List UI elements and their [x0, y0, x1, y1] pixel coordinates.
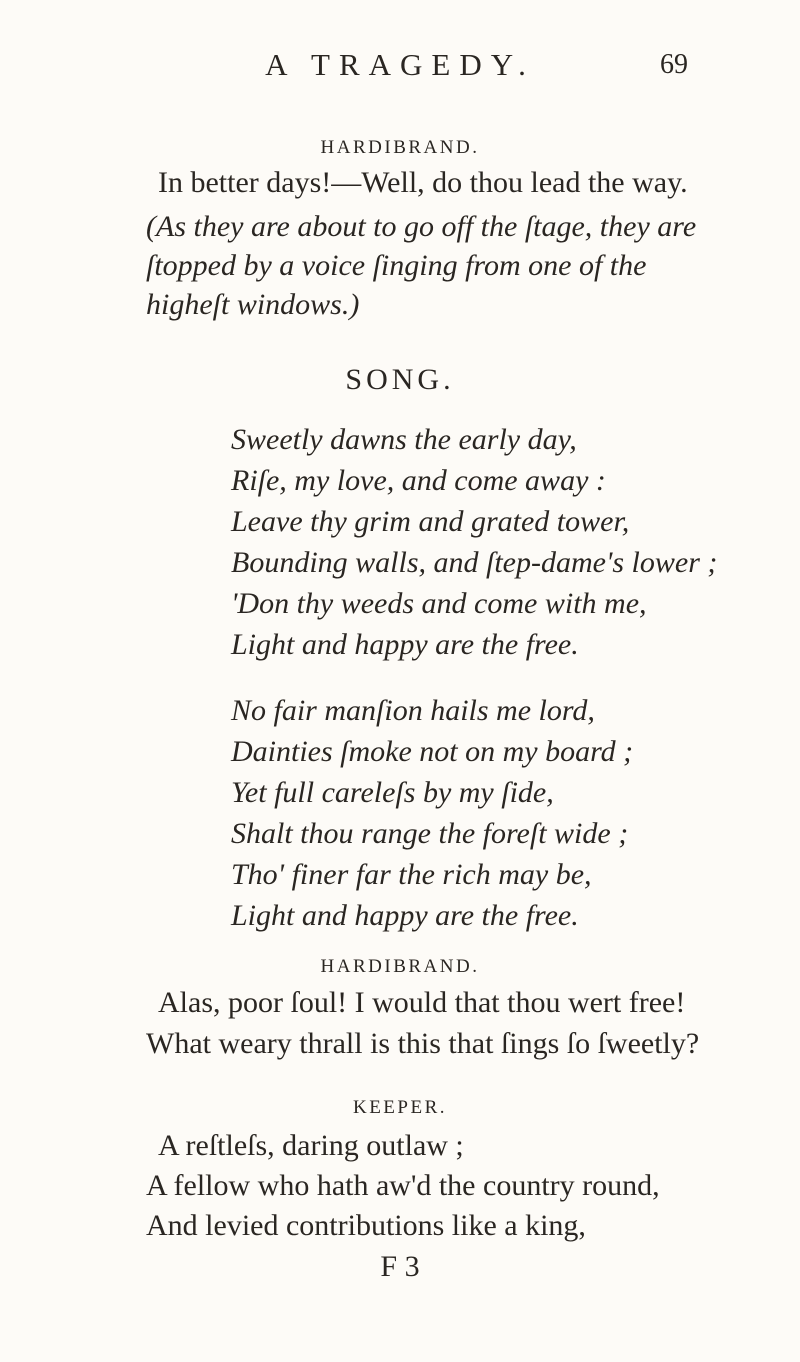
speaker-name: HARDIBRAND. [320, 956, 480, 977]
dialogue-line: In better days!—Well, do thou lead the way. [158, 166, 688, 199]
running-title: A TRAGEDY. [265, 47, 535, 82]
song-line: No fair manſion hails me lord, [231, 694, 595, 727]
song-line: Riſe, my love, and come away : [231, 464, 606, 497]
song-heading: SONG. [345, 363, 455, 396]
stage-direction-line: ſtopped by a voice ſinging from one of the [146, 249, 647, 282]
song-line: Tho' finer far the rich may be, [231, 858, 592, 891]
song-line: Light and happy are the free. [231, 899, 579, 932]
dialogue-line: A fellow who hath aw'd the country round, [146, 1169, 660, 1202]
song-line: 'Don thy weeds and come with me, [231, 587, 647, 620]
speaker-name: HARDIBRAND. [320, 137, 480, 158]
song-line: Dainties ſmoke not on my board ; [231, 735, 634, 768]
song-line: Yet full careleſs by my ſide, [231, 776, 554, 809]
stage-direction-line: (As they are about to go off the ſtage, they are [146, 210, 697, 243]
dialogue-line: What weary thrall is this that ſings ſo ſweetly? [146, 1027, 700, 1060]
page-number: 69 [660, 49, 688, 80]
running-head [0, 40, 800, 90]
stage-direction-line: higheſt windows.) [146, 288, 360, 321]
dialogue-line: And levied contributions like a king, [146, 1209, 586, 1242]
song-line: Shalt thou range the foreſt wide ; [231, 817, 629, 850]
song-line: Light and happy are the free. [231, 628, 579, 661]
dialogue-line: Alas, poor ſoul! I would that thou wert free! [158, 986, 686, 1019]
signature-mark: F 3 [380, 1250, 420, 1283]
song-line: Leave thy grim and grated tower, [231, 505, 630, 538]
song-line: Sweetly dawns the early day, [231, 423, 577, 456]
dialogue-line: A reſtleſs, daring outlaw ; [158, 1129, 464, 1162]
song-line: Bounding walls, and ſtep-dame's lower ; [231, 546, 718, 579]
speaker-name: KEEPER. [352, 1097, 448, 1118]
